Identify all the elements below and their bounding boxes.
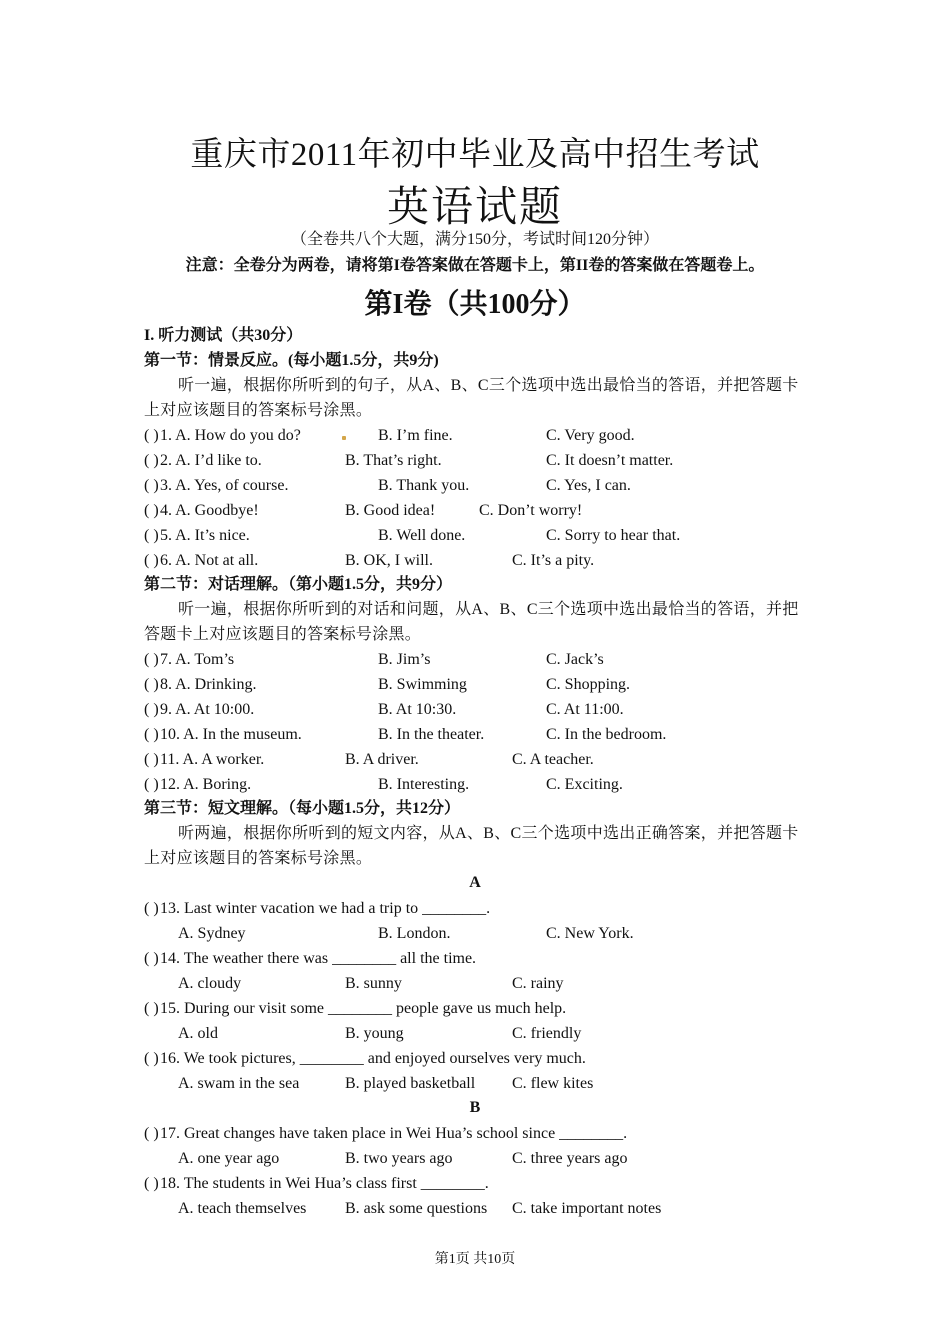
option-b: B. London.	[378, 925, 451, 942]
option-c: C. friendly	[512, 1025, 582, 1042]
answer-paren: ( )	[144, 452, 159, 469]
question-stem: 16. We took pictures, ________ and enjoyed ourselves very much.	[160, 1050, 586, 1067]
answer-paren: ( )	[144, 502, 159, 519]
option-b: B. OK, I will.	[345, 552, 433, 569]
option-a: A. Sydney	[178, 925, 246, 942]
option-c: C. Jack’s	[546, 651, 604, 668]
question-stem: 6. A. Not at all.	[160, 552, 259, 569]
option-b: B. Well done.	[378, 527, 466, 544]
stray-dot-mark	[342, 436, 346, 440]
question-stem: 7. A. Tom’s	[160, 651, 235, 668]
answer-paren: ( )	[144, 1050, 159, 1067]
question-stem: 9. A. At 10:00.	[160, 701, 255, 718]
option-c: C. take important notes	[512, 1200, 662, 1217]
option-c: C. It doesn’t matter.	[546, 452, 674, 469]
option-b: B. sunny	[345, 975, 402, 992]
page-footer: 第1页 共10页	[434, 1252, 516, 1267]
section-title: I. 听力测试（共30分）	[144, 327, 303, 344]
option-b: B. That’s right.	[345, 452, 442, 469]
exam-info: （全卷共八个大题，满分150分，考试时间120分钟）	[290, 231, 659, 248]
question-stem: 10. A. In the museum.	[160, 726, 302, 743]
answer-paren: ( )	[144, 651, 159, 668]
option-a: A. one year ago	[178, 1150, 280, 1167]
option-c: C. Exciting.	[546, 776, 623, 793]
answer-paren: ( )	[144, 676, 159, 693]
option-c: C. Very good.	[546, 427, 635, 444]
option-c: C. A teacher.	[512, 751, 594, 768]
option-c: C. three years ago	[512, 1150, 628, 1167]
answer-paren: ( )	[144, 1125, 159, 1142]
question-stem: 15. During our visit some ________ people gave us much help.	[160, 1000, 567, 1017]
option-c: C. Shopping.	[546, 676, 631, 693]
answer-paren: ( )	[144, 701, 159, 718]
option-b: B. Interesting.	[378, 776, 470, 793]
option-a: A. old	[178, 1025, 218, 1042]
question-stem: 18. The students in Wei Hua’s class first ________.	[160, 1175, 489, 1192]
option-a: A. swam in the sea	[178, 1075, 300, 1092]
passage-a-label: A	[469, 874, 481, 891]
option-b: B. At 10:30.	[378, 701, 457, 718]
question-stem: 5. A. It’s nice.	[160, 527, 250, 544]
question-stem: 13. Last winter vacation we had a trip to ________.	[160, 900, 491, 917]
option-b: B. Swimming	[378, 676, 467, 693]
question-stem: 1. A. How do you do?	[160, 427, 301, 444]
answer-paren: ( )	[144, 1175, 159, 1192]
answer-paren: ( )	[144, 751, 159, 768]
part2-heading: 第二节：对话理解。（第小题1.5分，共9分）	[144, 576, 453, 593]
option-b: B. I’m fine.	[378, 427, 453, 444]
part1-heading: 第一节：情景反应。(每小题1.5分，共9分)	[144, 352, 439, 369]
answer-paren: ( )	[144, 950, 159, 967]
part3-heading: 第三节：短文理解。（每小题1.5分，共12分）	[144, 800, 461, 817]
option-b: B. Good idea!	[345, 502, 436, 519]
option-b: B. Thank you.	[378, 477, 470, 494]
answer-paren: ( )	[144, 527, 159, 544]
volume-heading: 第I卷（共100分）	[364, 289, 586, 320]
answer-paren: ( )	[144, 427, 159, 444]
option-a: A. cloudy	[178, 975, 242, 992]
part2-instruction: 听一遍，根据你所听到的对话和问题，从A、B、C三个选项中选出最恰当的答语，并把答题卡上对应该题目的答案标号涂黑。	[144, 601, 799, 643]
option-c: C. rainy	[512, 975, 564, 992]
question-stem: 4. A. Goodbye!	[160, 502, 259, 519]
question-stem: 14. The weather there was ________ all the time.	[160, 950, 477, 967]
part1-instruction: 听一遍，根据你所听到的句子，从A、B、C三个选项中选出最恰当的答语，并把答题卡上对应该题目的答案标号涂黑。	[144, 377, 799, 419]
answer-paren: ( )	[144, 552, 159, 569]
option-c: C. flew kites	[512, 1075, 594, 1092]
exam-notice: 注意：全卷分为两卷，请将第I卷答案做在答题卡上，第II卷的答案做在答题卷上。	[185, 257, 765, 274]
option-c: C. It’s a pity.	[512, 552, 595, 569]
question-stem: 2. A. I’d like to.	[160, 452, 262, 469]
option-c: C. Sorry to hear that.	[546, 527, 681, 544]
option-b: B. Jim’s	[378, 651, 431, 668]
option-b: B. A driver.	[345, 751, 419, 768]
question-stem: 3. A. Yes, of course.	[160, 477, 289, 494]
option-b: B. In the theater.	[378, 726, 485, 743]
exam-subtitle: 英语试题	[386, 185, 563, 231]
option-c: C. In the bedroom.	[546, 726, 667, 743]
option-b: B. ask some questions	[345, 1200, 488, 1217]
option-b: B. two years ago	[345, 1150, 453, 1167]
question-stem: 8. A. Drinking.	[160, 676, 257, 693]
option-b: B. young	[345, 1025, 404, 1042]
question-stem: 17. Great changes have taken place in Wei Hua’s school since ________.	[160, 1125, 628, 1142]
option-b: B. played basketball	[345, 1075, 476, 1092]
part3-instruction: 听两遍，根据你所听到的短文内容，从A、B、C三个选项中选出正确答案，并把答题卡上对应该题目的答案标号涂黑。	[144, 825, 799, 867]
option-c: C. Don’t worry!	[479, 502, 583, 519]
answer-paren: ( )	[144, 1000, 159, 1017]
answer-paren: ( )	[144, 477, 159, 494]
option-c: C. At 11:00.	[546, 701, 624, 718]
question-stem: 11. A. A worker.	[160, 751, 265, 768]
question-stem: 12. A. Boring.	[160, 776, 252, 793]
answer-paren: ( )	[144, 776, 159, 793]
option-a: A. teach themselves	[178, 1200, 307, 1217]
option-c: C. Yes, I can.	[546, 477, 631, 494]
exam-title: 重庆市2011年初中毕业及高中招生考试	[190, 137, 760, 173]
answer-paren: ( )	[144, 900, 159, 917]
option-c: C. New York.	[546, 925, 634, 942]
answer-paren: ( )	[144, 726, 159, 743]
passage-b-label: B	[469, 1099, 481, 1116]
